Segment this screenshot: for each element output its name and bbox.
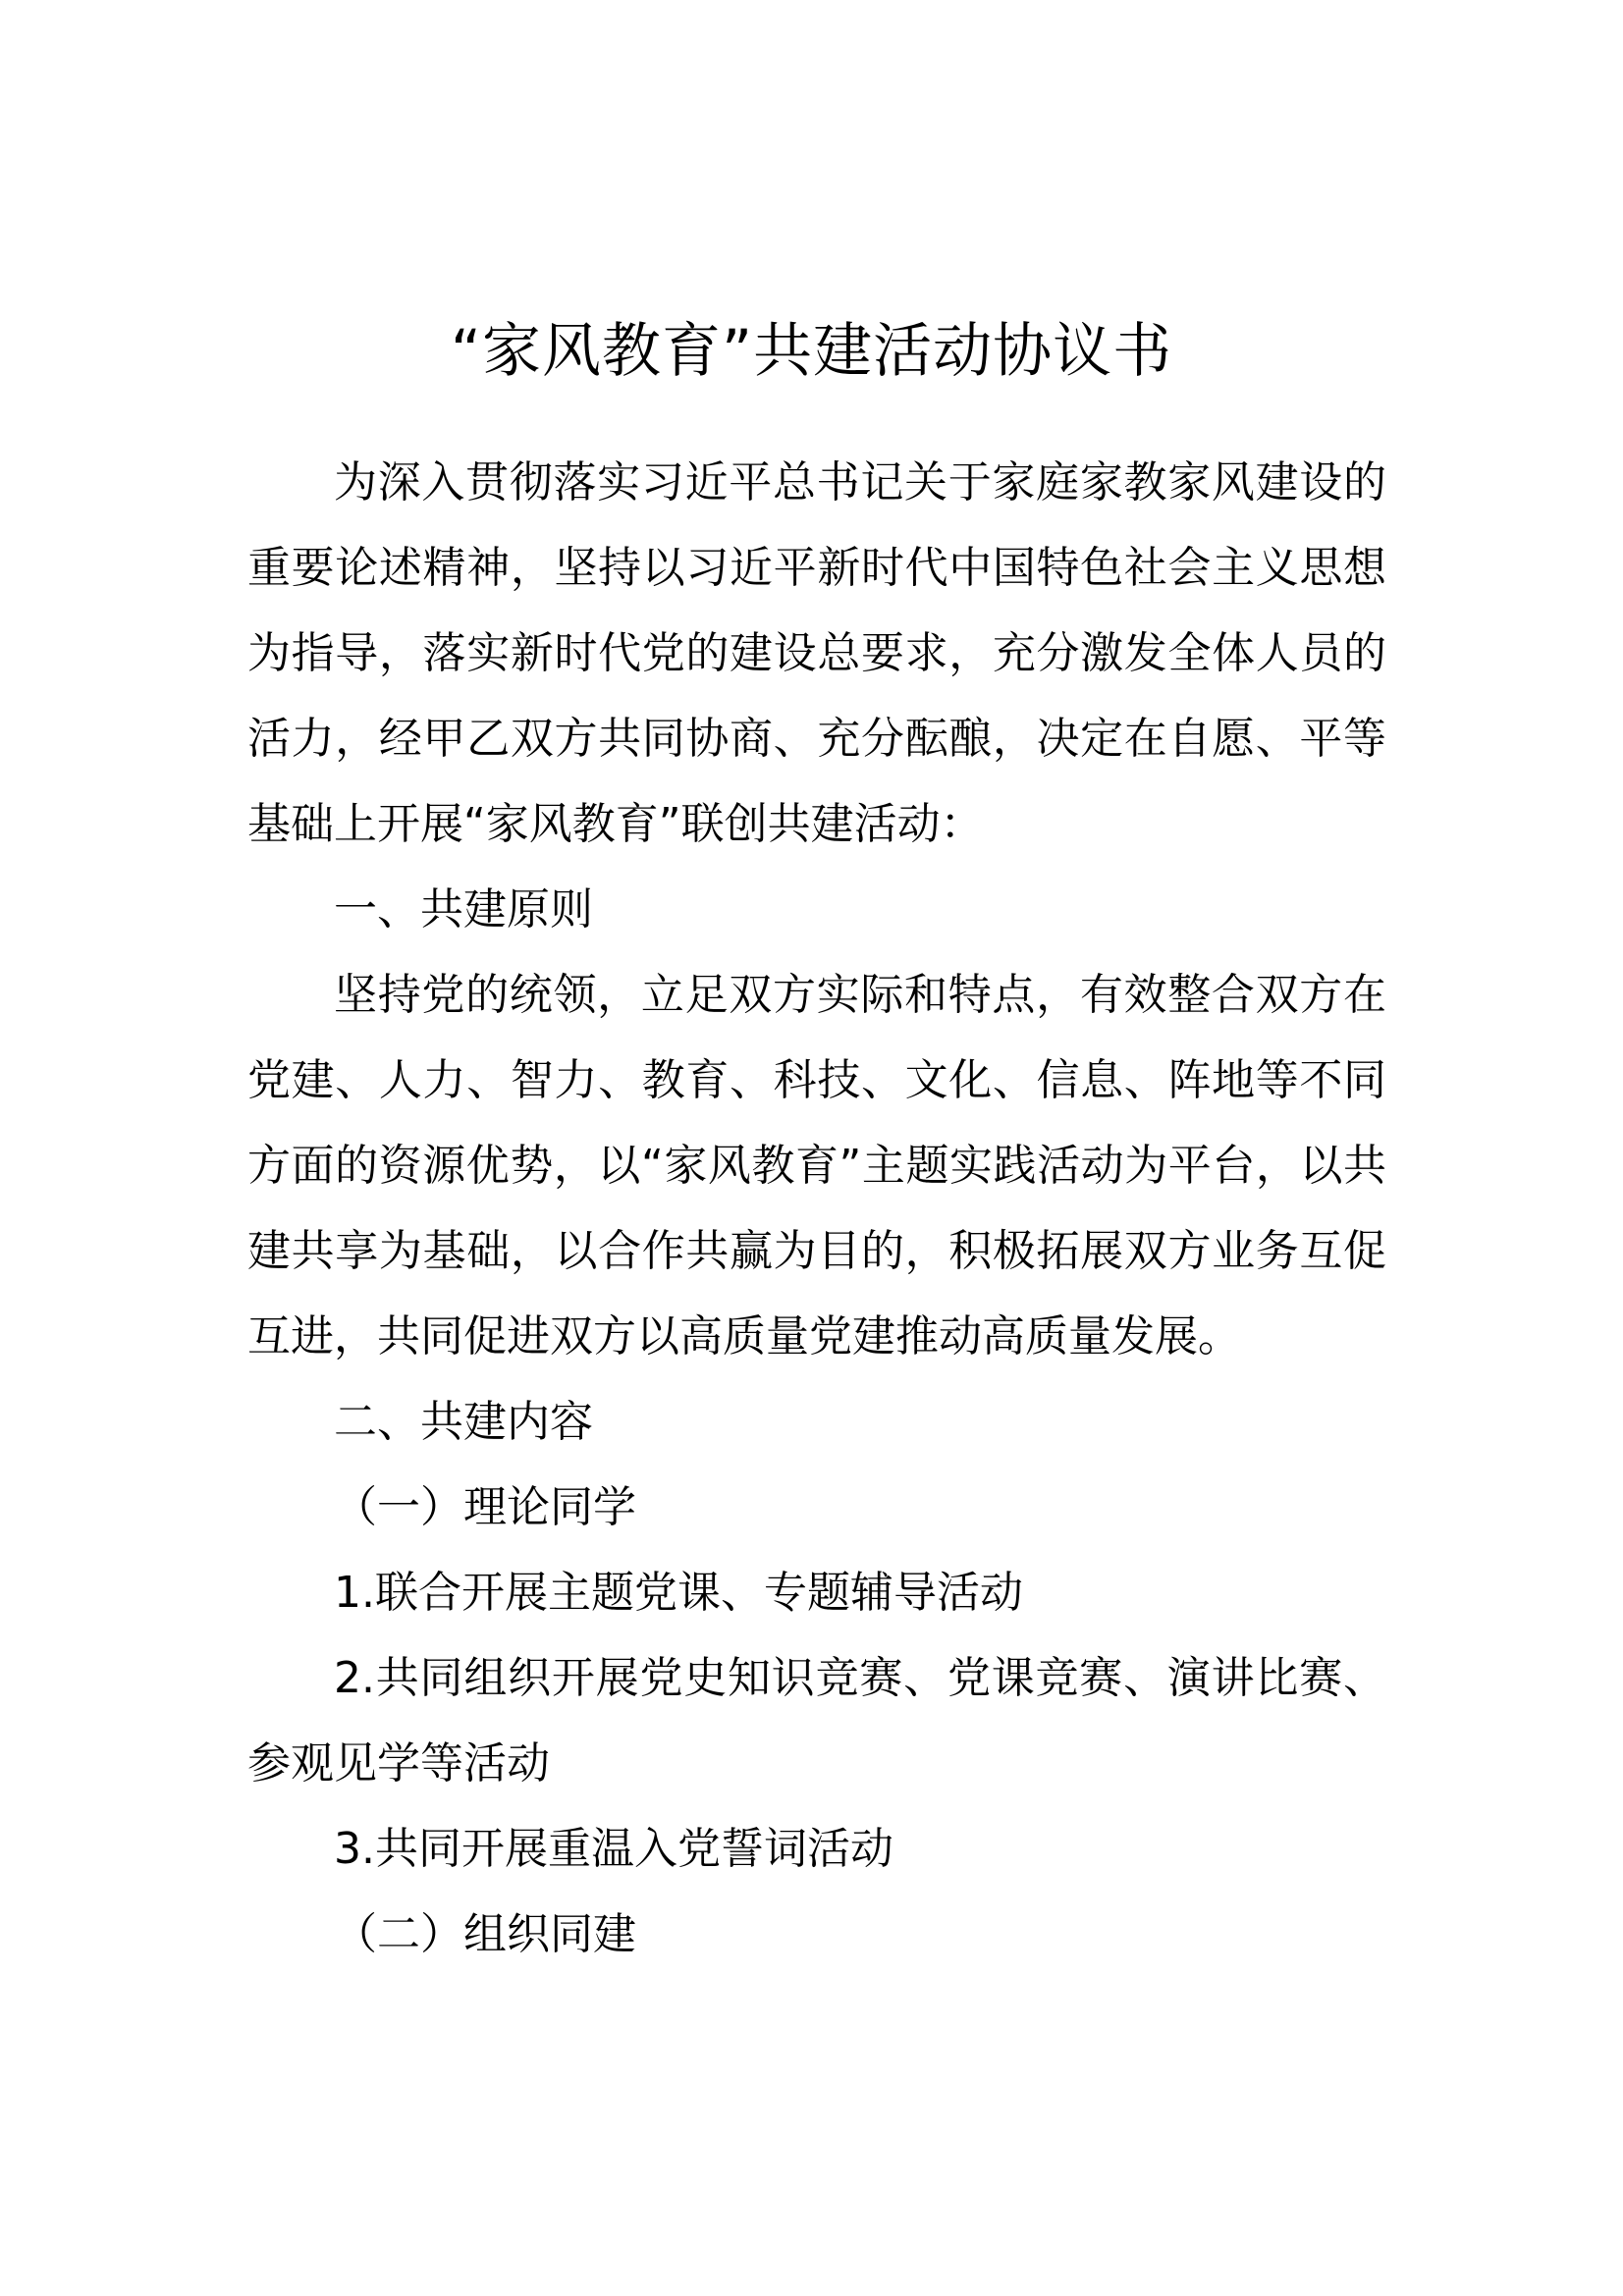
list-item: 3.共同开展重温入党誓词活动 — [334, 1824, 893, 1874]
subsection-heading-theory: （一）理论同学 — [334, 1482, 636, 1532]
document-title: “家风教育”共建活动协议书 — [450, 317, 1173, 386]
list-item: 2.共同组织开展党史知识竞赛、党课竞赛、演讲比赛、参观见学等活动 — [247, 1653, 1386, 1789]
list-item: 1.联合开展主题党课、专题辅导活动 — [334, 1568, 1023, 1618]
intro-paragraph: 为深入贯彻落实习近平总书记关于家庭家教家风建设的重要论述精神，坚持以习近平新时代中国特色社会主义思想为指导，落实新时代党的建设总要求，充分激发全体人员的活力，经甲乙双方共同协商、充分酝酿，决定在自愿、平等基础上开展“家风教育”联创共建活动： — [247, 457, 1386, 849]
subsection-heading-organization: （二）组织同建 — [334, 1909, 636, 1959]
section-heading-principles: 一、共建原则 — [334, 884, 593, 934]
section-heading-content: 二、共建内容 — [334, 1397, 593, 1447]
document-body — [247, 440, 1386, 1977]
principles-paragraph: 坚持党的统领，立足双方实际和特点，有效整合双方在党建、人力、智力、教育、科技、文化、信息、阵地等不同方面的资源优势，以“家风教育”主题实践活动为平台，以共建共享为基础，以合作共赢为目的，积极拓展双方业务互促互进，共同促进双方以高质量党建推动高质量发展。 — [247, 970, 1386, 1362]
